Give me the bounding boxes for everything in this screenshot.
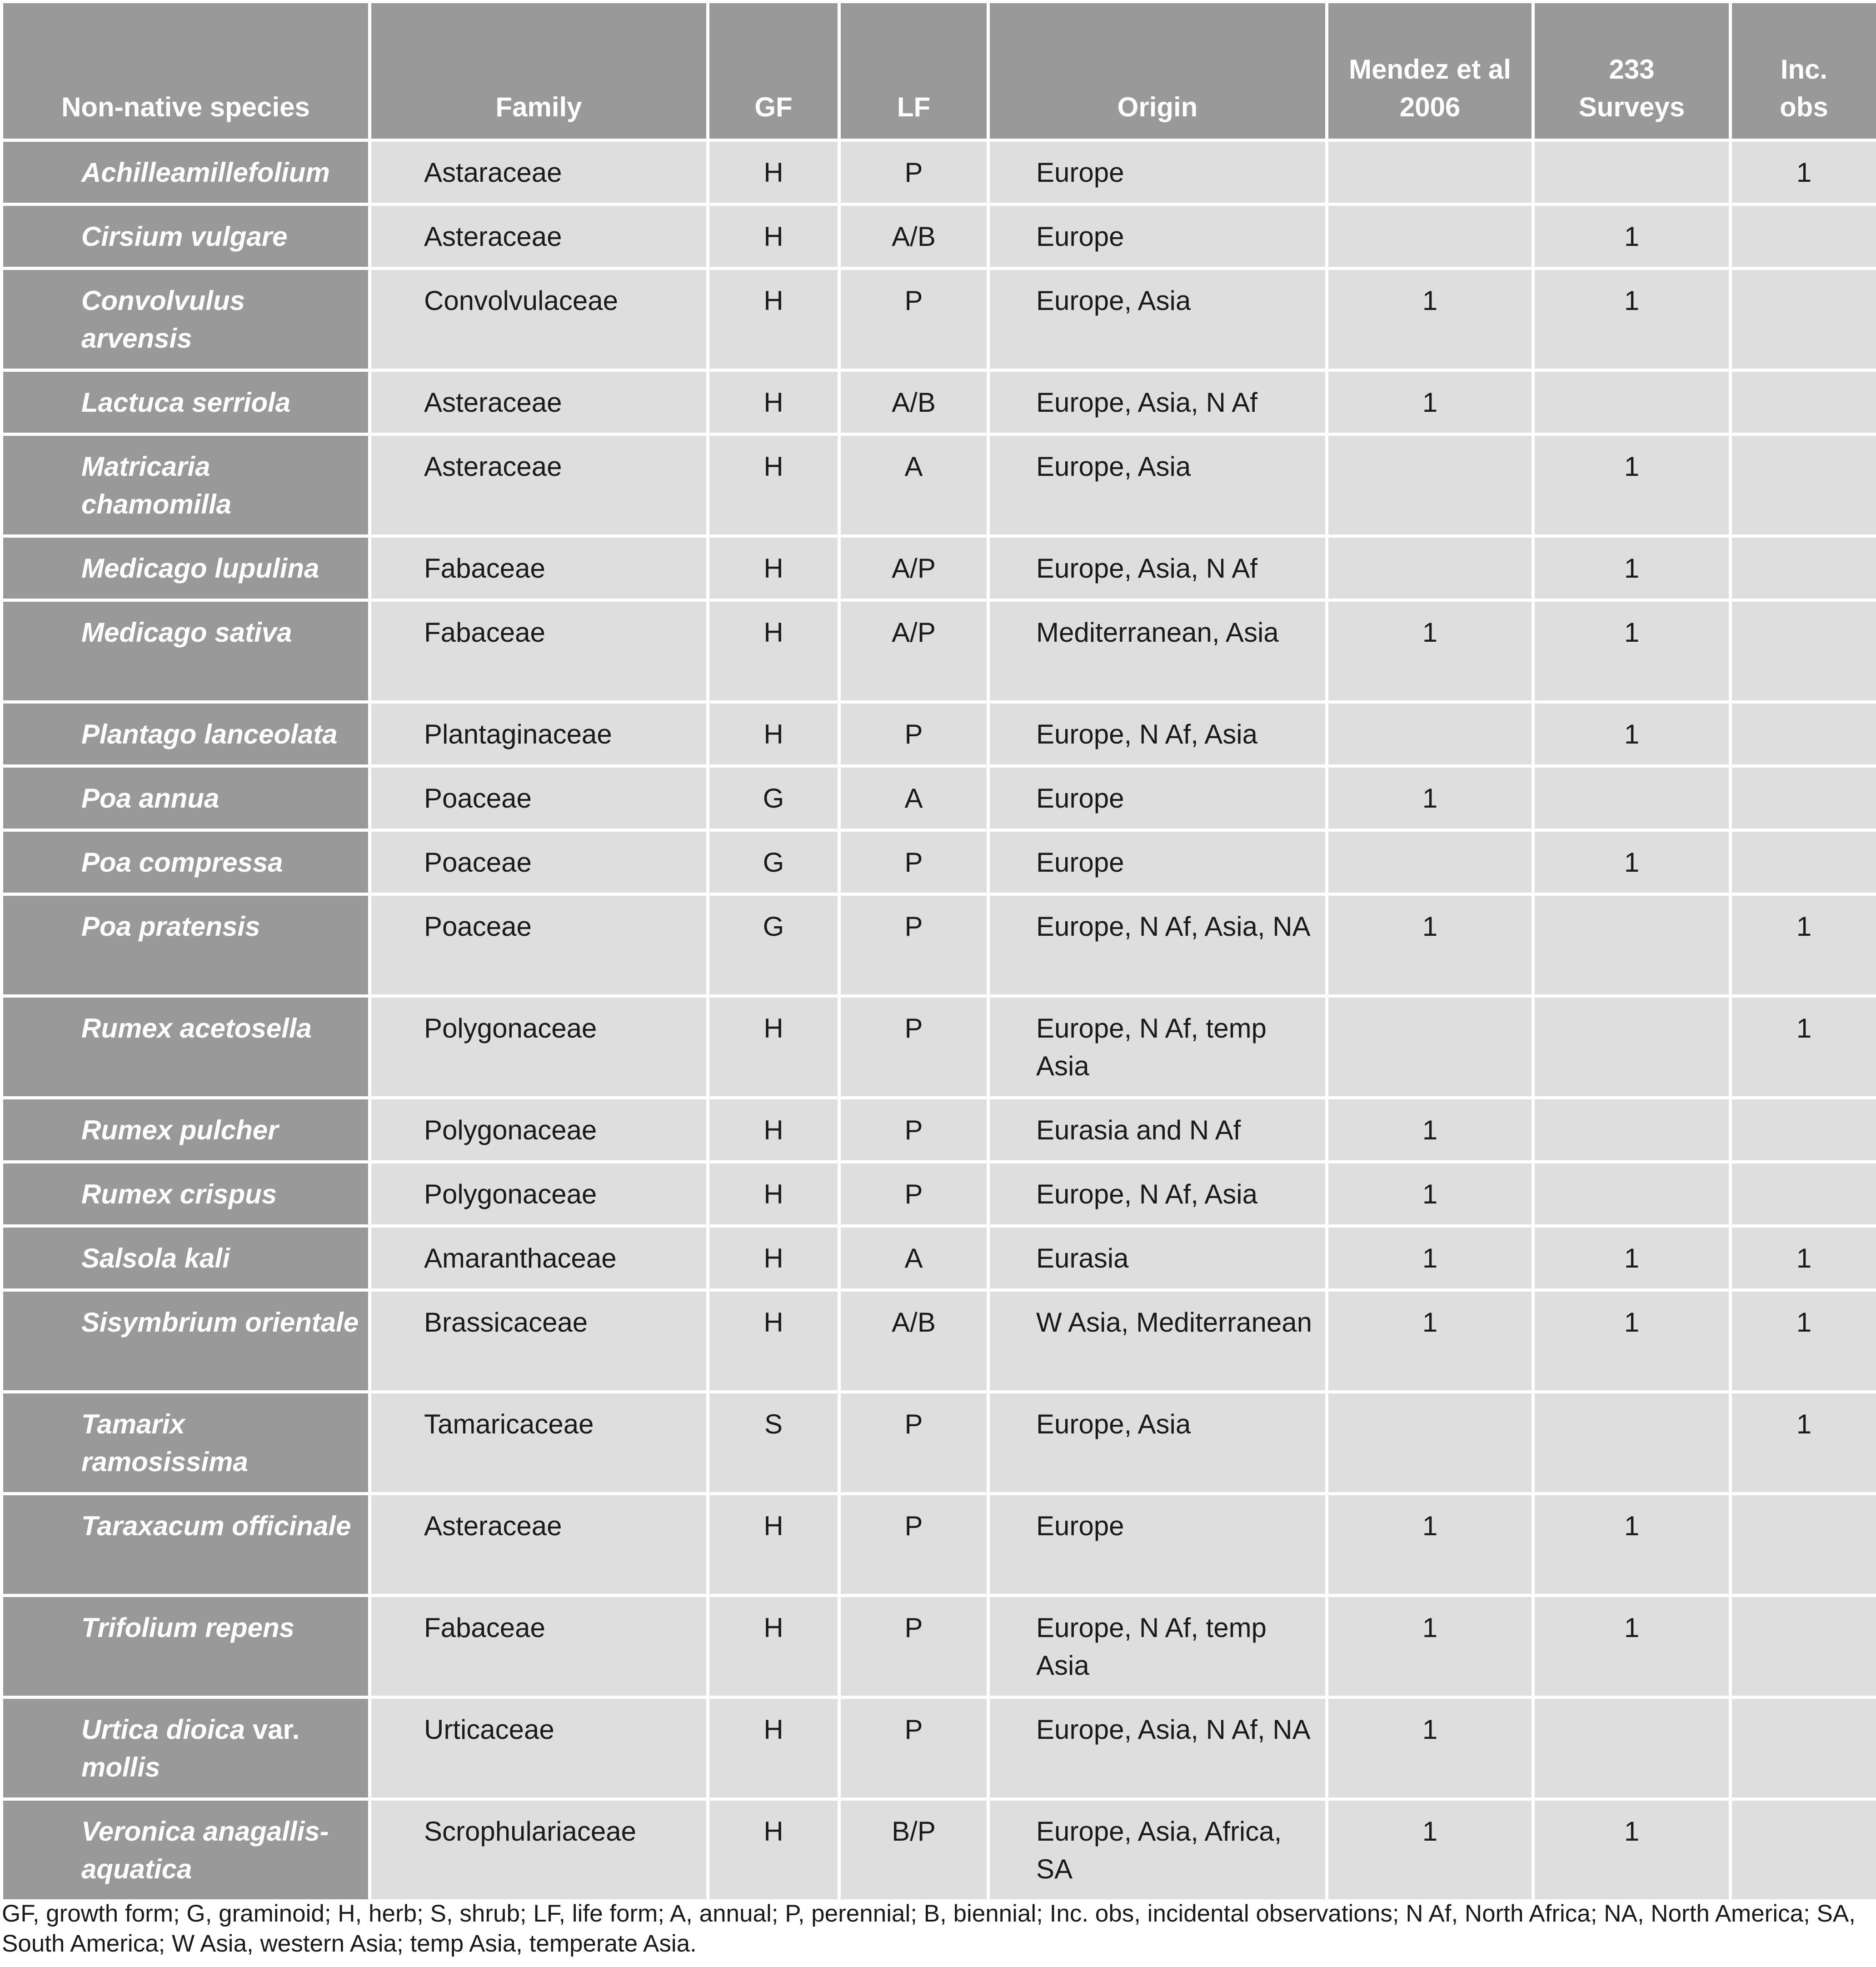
gf-cell: H	[708, 600, 839, 702]
family-cell: Amaranthaceae	[370, 1226, 708, 1290]
family-cell: Scrophulariaceae	[370, 1799, 708, 1901]
surveys-cell: 1	[1533, 600, 1731, 702]
gf-cell: H	[708, 536, 839, 600]
origin-cell: Europe, Asia, Africa, SA	[988, 1799, 1327, 1901]
mendez-cell: 1	[1327, 1162, 1533, 1226]
inc-obs-cell	[1731, 1799, 1876, 1901]
surveys-cell	[1533, 894, 1731, 996]
mendez-cell	[1327, 205, 1533, 269]
gf-cell: H	[708, 370, 839, 434]
origin-cell: Europe, Asia, N Af	[988, 370, 1327, 434]
lf-cell: A/B	[839, 205, 988, 269]
inc-obs-cell	[1731, 1098, 1876, 1162]
species-cell: Sisymbrium orientale	[2, 1290, 370, 1392]
origin-cell: Europe	[988, 830, 1327, 894]
species-cell: Plantago lanceolata	[2, 702, 370, 766]
lf-cell: P	[839, 1098, 988, 1162]
family-cell: Fabaceae	[370, 1596, 708, 1697]
origin-cell: Europe, Asia	[988, 1392, 1327, 1494]
family-cell: Polygonaceae	[370, 1162, 708, 1226]
surveys-cell: 1	[1533, 1290, 1731, 1392]
table-row	[2, 1098, 1876, 1162]
family-cell: Tamaricaceae	[370, 1392, 708, 1494]
surveys-cell: 1	[1533, 830, 1731, 894]
table-row	[2, 1799, 1876, 1901]
surveys-cell	[1533, 1162, 1731, 1226]
family-cell: Astaraceae	[370, 140, 708, 205]
surveys-cell	[1533, 996, 1731, 1098]
family-cell: Asteraceae	[370, 205, 708, 269]
table-row	[2, 1392, 1876, 1494]
origin-cell: Europe	[988, 205, 1327, 269]
mendez-cell: 1	[1327, 1290, 1533, 1392]
inc-obs-cell: 1	[1731, 894, 1876, 996]
origin-cell: Europe, Asia, N Af	[988, 536, 1327, 600]
inc-obs-cell: 1	[1731, 1392, 1876, 1494]
mendez-cell: 1	[1327, 269, 1533, 370]
surveys-cell: 1	[1533, 536, 1731, 600]
origin-cell: Europe, Asia	[988, 269, 1327, 370]
family-cell: Plantaginaceae	[370, 702, 708, 766]
species-cell: Poa pratensis	[2, 894, 370, 996]
mendez-cell: 1	[1327, 766, 1533, 830]
gf-cell: H	[708, 1697, 839, 1799]
table-row	[2, 370, 1876, 434]
family-cell: Brassicaceae	[370, 1290, 708, 1392]
gf-cell: G	[708, 894, 839, 996]
family-cell: Convolvulaceae	[370, 269, 708, 370]
gf-cell: H	[708, 1098, 839, 1162]
lf-cell: P	[839, 1162, 988, 1226]
mendez-cell	[1327, 536, 1533, 600]
surveys-cell	[1533, 1697, 1731, 1799]
surveys-cell	[1533, 1392, 1731, 1494]
gf-cell: H	[708, 1290, 839, 1392]
inc-obs-cell	[1731, 702, 1876, 766]
gf-cell: H	[708, 205, 839, 269]
lf-cell: B/P	[839, 1799, 988, 1901]
species-name: Urtica dioica	[81, 1714, 245, 1745]
species-cell: Medicago lupulina	[2, 536, 370, 600]
origin-cell: Europe, N Af, Asia	[988, 1162, 1327, 1226]
species-cell: Rumex acetosella	[2, 996, 370, 1098]
table-row	[2, 140, 1876, 205]
mendez-cell: 1	[1327, 1494, 1533, 1596]
inc-obs-cell	[1731, 600, 1876, 702]
lf-cell: A/P	[839, 600, 988, 702]
inc-obs-cell	[1731, 1697, 1876, 1799]
inc-obs-cell	[1731, 830, 1876, 894]
inc-obs-cell	[1731, 536, 1876, 600]
species-infraspecific: mollis	[81, 1752, 160, 1782]
mendez-cell: 1	[1327, 1596, 1533, 1697]
species-rank: var.	[252, 1714, 300, 1745]
species-cell: Cirsium vulgare	[2, 205, 370, 269]
table-row	[2, 1596, 1876, 1697]
inc-obs-cell: 1	[1731, 140, 1876, 205]
gf-cell: H	[708, 1596, 839, 1697]
species-cell: Rumex pulcher	[2, 1098, 370, 1162]
surveys-cell: 1	[1533, 434, 1731, 536]
lf-cell: P	[839, 1392, 988, 1494]
origin-cell: Eurasia	[988, 1226, 1327, 1290]
inc-obs-cell	[1731, 434, 1876, 536]
origin-cell: Mediterranean, Asia	[988, 600, 1327, 702]
species-cell: Medicago sativa	[2, 600, 370, 702]
table-row	[2, 600, 1876, 702]
mendez-cell	[1327, 140, 1533, 205]
lf-cell: P	[839, 1697, 988, 1799]
col-header-species: Non-native species	[2, 2, 370, 140]
family-cell: Poaceae	[370, 766, 708, 830]
mendez-cell: 1	[1327, 1799, 1533, 1901]
origin-cell: Europe	[988, 1494, 1327, 1596]
header-row	[2, 2, 1876, 140]
family-cell: Polygonaceae	[370, 996, 708, 1098]
table-row	[2, 536, 1876, 600]
family-cell: Poaceae	[370, 894, 708, 996]
surveys-cell: 1	[1533, 205, 1731, 269]
gf-cell: H	[708, 996, 839, 1098]
table-row	[2, 1290, 1876, 1392]
lf-cell: P	[839, 269, 988, 370]
lf-cell: A	[839, 766, 988, 830]
table-row	[2, 269, 1876, 370]
surveys-cell: 1	[1533, 1799, 1731, 1901]
inc-obs-cell	[1731, 269, 1876, 370]
gf-cell: H	[708, 1226, 839, 1290]
lf-cell: A/B	[839, 1290, 988, 1392]
family-cell: Asteraceae	[370, 434, 708, 536]
lf-cell: A/P	[839, 536, 988, 600]
col-header-gf: GF	[708, 2, 839, 140]
origin-cell: Europe, Asia, N Af, NA	[988, 1697, 1327, 1799]
gf-cell: H	[708, 1494, 839, 1596]
surveys-cell	[1533, 370, 1731, 434]
surveys-cell: 1	[1533, 1226, 1731, 1290]
species-cell: Convolvulus arvensis	[2, 269, 370, 370]
lf-cell: P	[839, 996, 988, 1098]
origin-cell: Europe, N Af, temp Asia	[988, 1596, 1327, 1697]
lf-cell: A	[839, 1226, 988, 1290]
table-row	[2, 205, 1876, 269]
family-cell: Fabaceae	[370, 600, 708, 702]
table-row	[2, 766, 1876, 830]
origin-cell: Europe	[988, 766, 1327, 830]
surveys-cell	[1533, 766, 1731, 830]
origin-cell: Europe, N Af, temp Asia	[988, 996, 1327, 1098]
family-cell: Asteraceae	[370, 370, 708, 434]
surveys-cell: 1	[1533, 269, 1731, 370]
mendez-cell	[1327, 1392, 1533, 1494]
inc-obs-cell: 1	[1731, 996, 1876, 1098]
table-row	[2, 830, 1876, 894]
col-header-lf: LF	[839, 2, 988, 140]
gf-cell: H	[708, 1799, 839, 1901]
table-row	[2, 1226, 1876, 1290]
gf-cell: H	[708, 140, 839, 205]
table-row	[2, 1697, 1876, 1799]
surveys-cell: 1	[1533, 1596, 1731, 1697]
col-header-family: Family	[370, 2, 708, 140]
mendez-cell: 1	[1327, 1697, 1533, 1799]
inc-obs-cell	[1731, 1162, 1876, 1226]
lf-cell: P	[839, 702, 988, 766]
surveys-cell	[1533, 1098, 1731, 1162]
mendez-cell	[1327, 702, 1533, 766]
col-header-origin: Origin	[988, 2, 1327, 140]
inc-obs-cell	[1731, 370, 1876, 434]
family-cell: Fabaceae	[370, 536, 708, 600]
table-row	[2, 702, 1876, 766]
lf-cell: P	[839, 140, 988, 205]
table-row	[2, 434, 1876, 536]
origin-cell: Europe, N Af, Asia, NA	[988, 894, 1327, 996]
species-cell: Achilleamillefolium	[2, 140, 370, 205]
lf-cell: P	[839, 1494, 988, 1596]
table-row	[2, 996, 1876, 1098]
lf-cell: P	[839, 830, 988, 894]
species-cell	[2, 1697, 370, 1799]
species-cell: Poa annua	[2, 766, 370, 830]
gf-cell: S	[708, 1392, 839, 1494]
species-cell: Matricaria chamomilla	[2, 434, 370, 536]
lf-cell: P	[839, 894, 988, 996]
gf-cell: H	[708, 434, 839, 536]
mendez-cell	[1327, 830, 1533, 894]
species-cell: Salsola kali	[2, 1226, 370, 1290]
col-header-surveys: 233 Surveys	[1533, 2, 1731, 140]
family-cell: Poaceae	[370, 830, 708, 894]
mendez-cell: 1	[1327, 1226, 1533, 1290]
gf-cell: G	[708, 766, 839, 830]
species-cell: Trifolium repens	[2, 1596, 370, 1697]
origin-cell: Europe, Asia	[988, 434, 1327, 536]
table-row	[2, 1494, 1876, 1596]
table-row	[2, 1162, 1876, 1226]
family-cell: Polygonaceae	[370, 1098, 708, 1162]
species-cell: Tamarix ramosissima	[2, 1392, 370, 1494]
inc-obs-cell	[1731, 1596, 1876, 1697]
mendez-cell	[1327, 996, 1533, 1098]
species-cell: Veronica anagallis-aquatica	[2, 1799, 370, 1901]
origin-cell: Eurasia and N Af	[988, 1098, 1327, 1162]
mendez-cell: 1	[1327, 600, 1533, 702]
mendez-cell: 1	[1327, 894, 1533, 996]
family-cell: Asteraceae	[370, 1494, 708, 1596]
surveys-cell	[1533, 140, 1731, 205]
gf-cell: H	[708, 1162, 839, 1226]
table-footnote: GF, growth form; G, graminoid; H, herb; S, shrub; LF, life form; A, annual; P, perennial; B, biennial; Inc. obs, incidental observations; N Af, North Africa; NA, North America; SA, South America; W Asia, western Asia; temp Asia, temperate Asia.	[2, 1900, 1856, 1957]
origin-cell: Europe	[988, 140, 1327, 205]
inc-obs-cell	[1731, 766, 1876, 830]
species-cell: Rumex crispus	[2, 1162, 370, 1226]
gf-cell: H	[708, 269, 839, 370]
origin-cell: Europe, N Af, Asia	[988, 702, 1327, 766]
col-header-mendez: Mendez et al 2006	[1327, 2, 1533, 140]
species-cell: Lactuca serriola	[2, 370, 370, 434]
mendez-cell: 1	[1327, 1098, 1533, 1162]
col-header-inc-obs: Inc. obs	[1731, 2, 1876, 140]
origin-cell: W Asia, Mediterranean	[988, 1290, 1327, 1392]
gf-cell: G	[708, 830, 839, 894]
mendez-cell: 1	[1327, 370, 1533, 434]
inc-obs-cell	[1731, 1494, 1876, 1596]
inc-obs-cell: 1	[1731, 1290, 1876, 1392]
surveys-cell: 1	[1533, 1494, 1731, 1596]
lf-cell: A	[839, 434, 988, 536]
mendez-cell	[1327, 434, 1533, 536]
table-row	[2, 894, 1876, 996]
inc-obs-cell	[1731, 205, 1876, 269]
species-cell: Poa compressa	[2, 830, 370, 894]
inc-obs-cell: 1	[1731, 1226, 1876, 1290]
family-cell: Urticaceae	[370, 1697, 708, 1799]
lf-cell: P	[839, 1596, 988, 1697]
species-cell: Taraxacum officinale	[2, 1494, 370, 1596]
gf-cell: H	[708, 702, 839, 766]
surveys-cell: 1	[1533, 702, 1731, 766]
lf-cell: A/B	[839, 370, 988, 434]
